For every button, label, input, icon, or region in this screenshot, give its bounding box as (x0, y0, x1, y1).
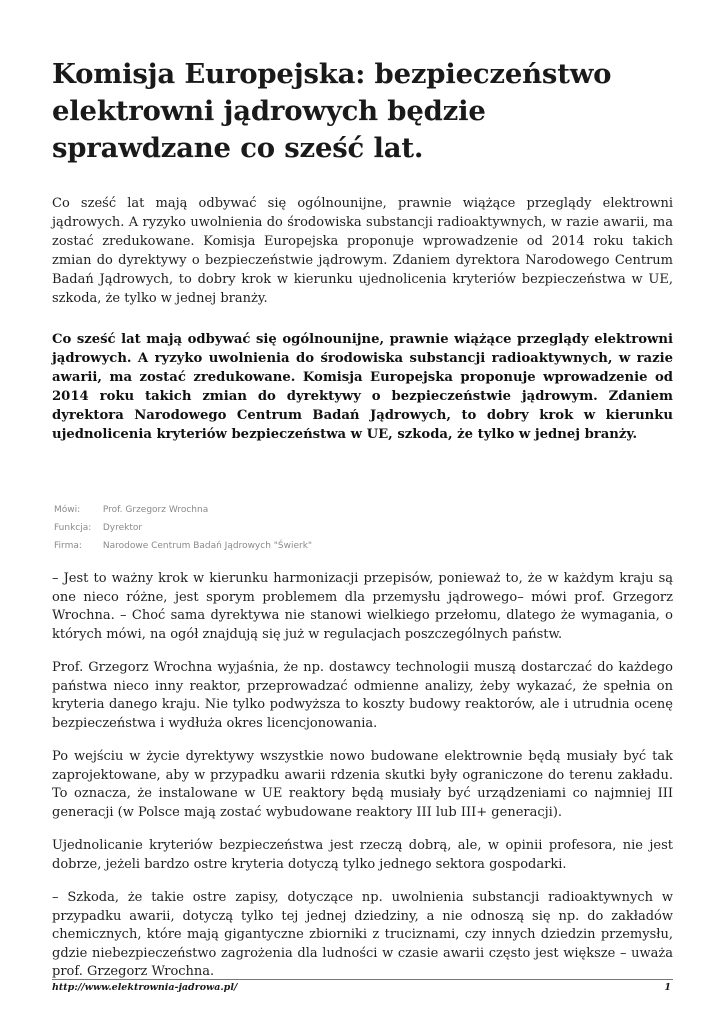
page-number: 1 (664, 982, 671, 993)
speaker-info (54, 503, 554, 557)
speaker-function: Dyrektor (102, 523, 143, 533)
body-paragraph-1: – Jest to ważny krok w kierunku harmonizacji przepisów, ponieważ to, że w każdym kraju są one nieco różne, jest sporym problemem dla przemysłu jądrowego– mówi prof. Grzegorz Wrochna. – Choć sama dyrektywa nie stanowi wielkiego przełomu, dlatego że wymagania, o których mówi, na ogół znajdują się już w regulacjach poszczególnych państw. (52, 571, 673, 642)
article-body (52, 570, 673, 997)
body-paragraph-4: Ujednolicanie kryteriów bezpieczeństwa jest rzeczą dobrą, ale, w opinii profesora, nie jest dobrze, jeżeli bardzo ostre kryteria dotyczą tylko jednego sektora gospodarki. (52, 838, 673, 872)
body-paragraph-5: – Szkoda, że takie ostre zapisy, dotyczące np. uwolnienia substancji radioaktywnych w przypadku awarii, dotyczą tylko tej jednej dziedziny, a nie odnoszą się np. do zakładów chemicznych, które mają gigantyczne zbiorniki z truciznami, czy innych dziedzin przemysłu, gdzie niebezpieczeństwo zagrożenia dla ludności w czasie awarii często jest większe – uważa prof. Grzegorz Wrochna. (52, 890, 673, 979)
footer-divider (52, 979, 673, 980)
article-lead: Co sześć lat mają odbywać się ogólnounijne, prawnie wiążące przeglądy elektrowni jądrowych. A ryzyko uwolnienia do środowiska substancji radioaktywnych, w razie awarii, ma zostać zredukowane. Komisja Europejska proponuje wprowadzenie od 2014 roku takich zmian do dyrektywy o bezpieczeństwie jądrowym. Zdaniem dyrektora Narodowego Centrum Badań Jądrowych, to dobry krok w kierunku ujednolicenia kryteriów bezpieczeństwa w UE, szkoda, że tylko w jednej branży. (52, 196, 673, 306)
body-paragraph-2: Prof. Grzegorz Wrochna wyjaśnia, że np. dostawcy technologii muszą dostarczać do każdego państwa nieco inny reaktor, przeprowadzać odmienne analizy, żeby wykazać, że spełnia on kryteria danego kraju. Nie tylko podwyższa to koszty budowy reaktorów, ale i utrudnia ocenę bezpieczeństwa i wydłuża okres licencjonowania. (52, 660, 673, 731)
speaker-company: Narodowe Centrum Badań Jądrowych "Świerk" (102, 541, 313, 551)
speaker-label: Mówi: (54, 505, 81, 515)
function-label: Funkcja: (54, 523, 92, 533)
body-paragraph-3: Po wejściu w życie dyrektywy wszystkie nowo budowane elektrownie będą musiały być tak zaprojektowane, aby w przypadku awarii rdzenia skutki były ograniczone do terenu zakładu. To oznacza, że instalowane w UE reaktory będą musiały być urządzeniami co najmniej III generacji (w Polsce mają zostać wybudowane reaktory III lub III+ generacji). (52, 749, 673, 820)
speaker-name: Prof. Grzegorz Wrochna (102, 505, 209, 515)
speaker-company-row (54, 539, 554, 557)
speaker-name-row (54, 503, 554, 521)
speaker-function-row (54, 521, 554, 539)
footer-url-link[interactable]: http://www.elektrownia-jadrowa.pl/ (52, 982, 238, 993)
article-lead-bold: Co sześć lat mają odbywać się ogólnounijne, prawnie wiążące przeglądy elektrowni jądrowych. A ryzyko uwolnienia do środowiska substancji radioaktywnych, w razie awarii, ma zostać zredukowane. Komisja Europejska proponuje wprowadzenie od 2014 roku takich zmian do dyrektywy o bezpieczeństwie jądrowym. Zdaniem dyrektora Narodowego Centrum Badań Jądrowych, to dobry krok w kierunku ujednolicenia kryteriów bezpieczeństwa w UE, szkoda, że tylko w jednej branży. (52, 332, 673, 442)
company-label: Firma: (54, 541, 82, 551)
article-title: Komisja Europejska: bezpieczeństwo elektrowni jądrowych będzie sprawdzane co sześć lat. (52, 58, 612, 164)
